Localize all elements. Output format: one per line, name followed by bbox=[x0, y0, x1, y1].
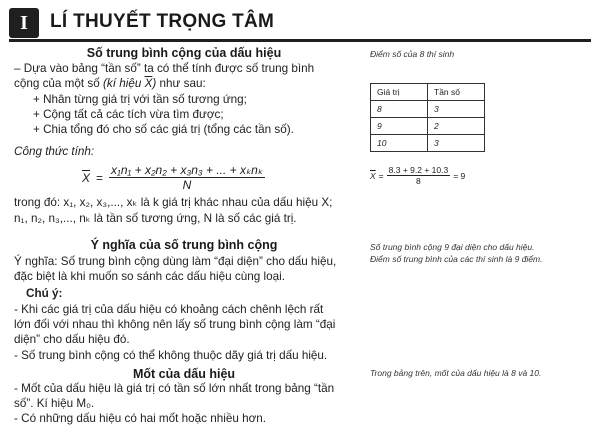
meaning-line-1: Ý nghĩa: Số trung bình cộng dùng làm “đại diện” cho dấu hiệu, bbox=[14, 255, 337, 268]
formula-equals: = bbox=[96, 170, 104, 185]
header-divider bbox=[9, 39, 591, 42]
where-line-1: trong đó: x₁, x₂, x₃,..., xₖ là k giá trị khác nhau của dấu hiệu X; bbox=[14, 196, 333, 209]
formula-denominator: N bbox=[182, 178, 192, 192]
mode-line-1: - Mốt của dấu hiệu là giá trị có tần số lớn nhất trong bảng “tần bbox=[14, 382, 335, 395]
section-number-badge bbox=[9, 8, 39, 38]
formula-label: Công thức tính: bbox=[14, 145, 95, 158]
table-row bbox=[371, 135, 485, 152]
section-title-meaning: Ý nghĩa của số trung bình cộng bbox=[90, 238, 278, 252]
calc-equals: = bbox=[378, 170, 384, 181]
table-header-row bbox=[371, 84, 485, 101]
table-cell: 3 bbox=[428, 101, 485, 118]
calc-lhs: $\overline{X}$ bbox=[370, 170, 376, 181]
table-cell: 2 bbox=[428, 118, 485, 135]
intro-notation: (kí hiệu bbox=[103, 77, 145, 90]
intro-text-end: như sau: bbox=[156, 77, 206, 90]
table-header: Tần số bbox=[428, 84, 485, 101]
sidebar-note-2: Trong bảng trên, mốt của dấu hiệu là 8 và 10. bbox=[370, 368, 542, 378]
section-title-mean: Số trung bình cộng của dấu hiệu bbox=[86, 46, 282, 60]
sidebar-note-1a: Số trung bình cộng 9 đại diện cho dấu hiệu. bbox=[370, 242, 535, 252]
table-header: Giá trị bbox=[371, 84, 428, 101]
formula-lhs: $\overline{X}$ bbox=[82, 170, 91, 185]
mean-formula bbox=[82, 163, 265, 192]
where-line-2: n₁, n₂, n₃,..., nₖ là tần số tương ứng, N là số các giá trị. bbox=[14, 212, 297, 225]
table-cell: 9 bbox=[371, 118, 428, 135]
table-cell: 8 bbox=[371, 101, 428, 118]
table-cell: 10 bbox=[371, 135, 428, 152]
meaning-line-2: đặc biệt là khi muốn so sánh các dấu hiệu cùng loại. bbox=[14, 270, 285, 283]
page-title: LÍ THUYẾT TRỌNG TÂM bbox=[50, 11, 275, 32]
table-row bbox=[371, 118, 485, 135]
note-line-4: - Số trung bình cộng có thể không thuộc dãy giá trị dấu hiệu. bbox=[14, 349, 328, 362]
note-title: Chú ý: bbox=[26, 287, 63, 300]
table-row bbox=[371, 101, 485, 118]
step-item: + Cộng tất cả các tích vừa tìm được; bbox=[33, 108, 224, 121]
example-title: Điểm số của 8 thí sinh bbox=[370, 49, 455, 59]
mean-symbol: $\overline{X}$ bbox=[144, 77, 153, 90]
step-item: + Chia tổng đó cho số các giá trị (tổng các tần số). bbox=[33, 123, 294, 136]
intro-line-2 bbox=[14, 76, 206, 92]
badge-label: I bbox=[20, 11, 28, 34]
note-line-3: diện” cho dấu hiệu đó. bbox=[14, 333, 130, 346]
note-line-1: - Khi các giá trị của dấu hiệu có khoảng cách chênh lệch rất bbox=[14, 303, 324, 316]
intro-line-1: – Dựa vào bảng “tần số” ta có thể tính được số trung bình bbox=[14, 62, 315, 75]
formula-numerator: x₁n₁ + x₂n₂ + x₃n₃ + ... + xₖnₖ bbox=[111, 163, 263, 177]
table-cell: 3 bbox=[428, 135, 485, 152]
calc-fraction bbox=[387, 165, 451, 186]
sidebar-note-1b: Điểm số trung bình của các thí sinh là 9 điểm. bbox=[370, 254, 543, 264]
note-line-2: lớn đối với nhau thì không nên lấy số trung bình cộng làm “đại bbox=[14, 318, 336, 331]
mode-line-2: số”. Kí hiệu M₀. bbox=[14, 397, 95, 410]
example-calculation bbox=[370, 165, 465, 186]
calc-numerator: 8.3 + 9.2 + 10.3 bbox=[388, 165, 449, 175]
mode-line-3: - Có những dấu hiệu có hai mốt hoặc nhiều hơn. bbox=[14, 412, 267, 425]
intro-notation-close: ) bbox=[152, 77, 157, 90]
section-title-mode: Mốt của dấu hiệu bbox=[132, 367, 236, 381]
formula-fraction bbox=[109, 163, 265, 192]
intro-text: cộng của một số bbox=[14, 77, 104, 90]
frequency-table bbox=[370, 83, 485, 152]
calc-result: = 9 bbox=[453, 170, 466, 181]
step-item: + Nhân từng giá trị với tần số tương ứng; bbox=[33, 93, 247, 106]
calc-denominator: 8 bbox=[416, 176, 421, 186]
